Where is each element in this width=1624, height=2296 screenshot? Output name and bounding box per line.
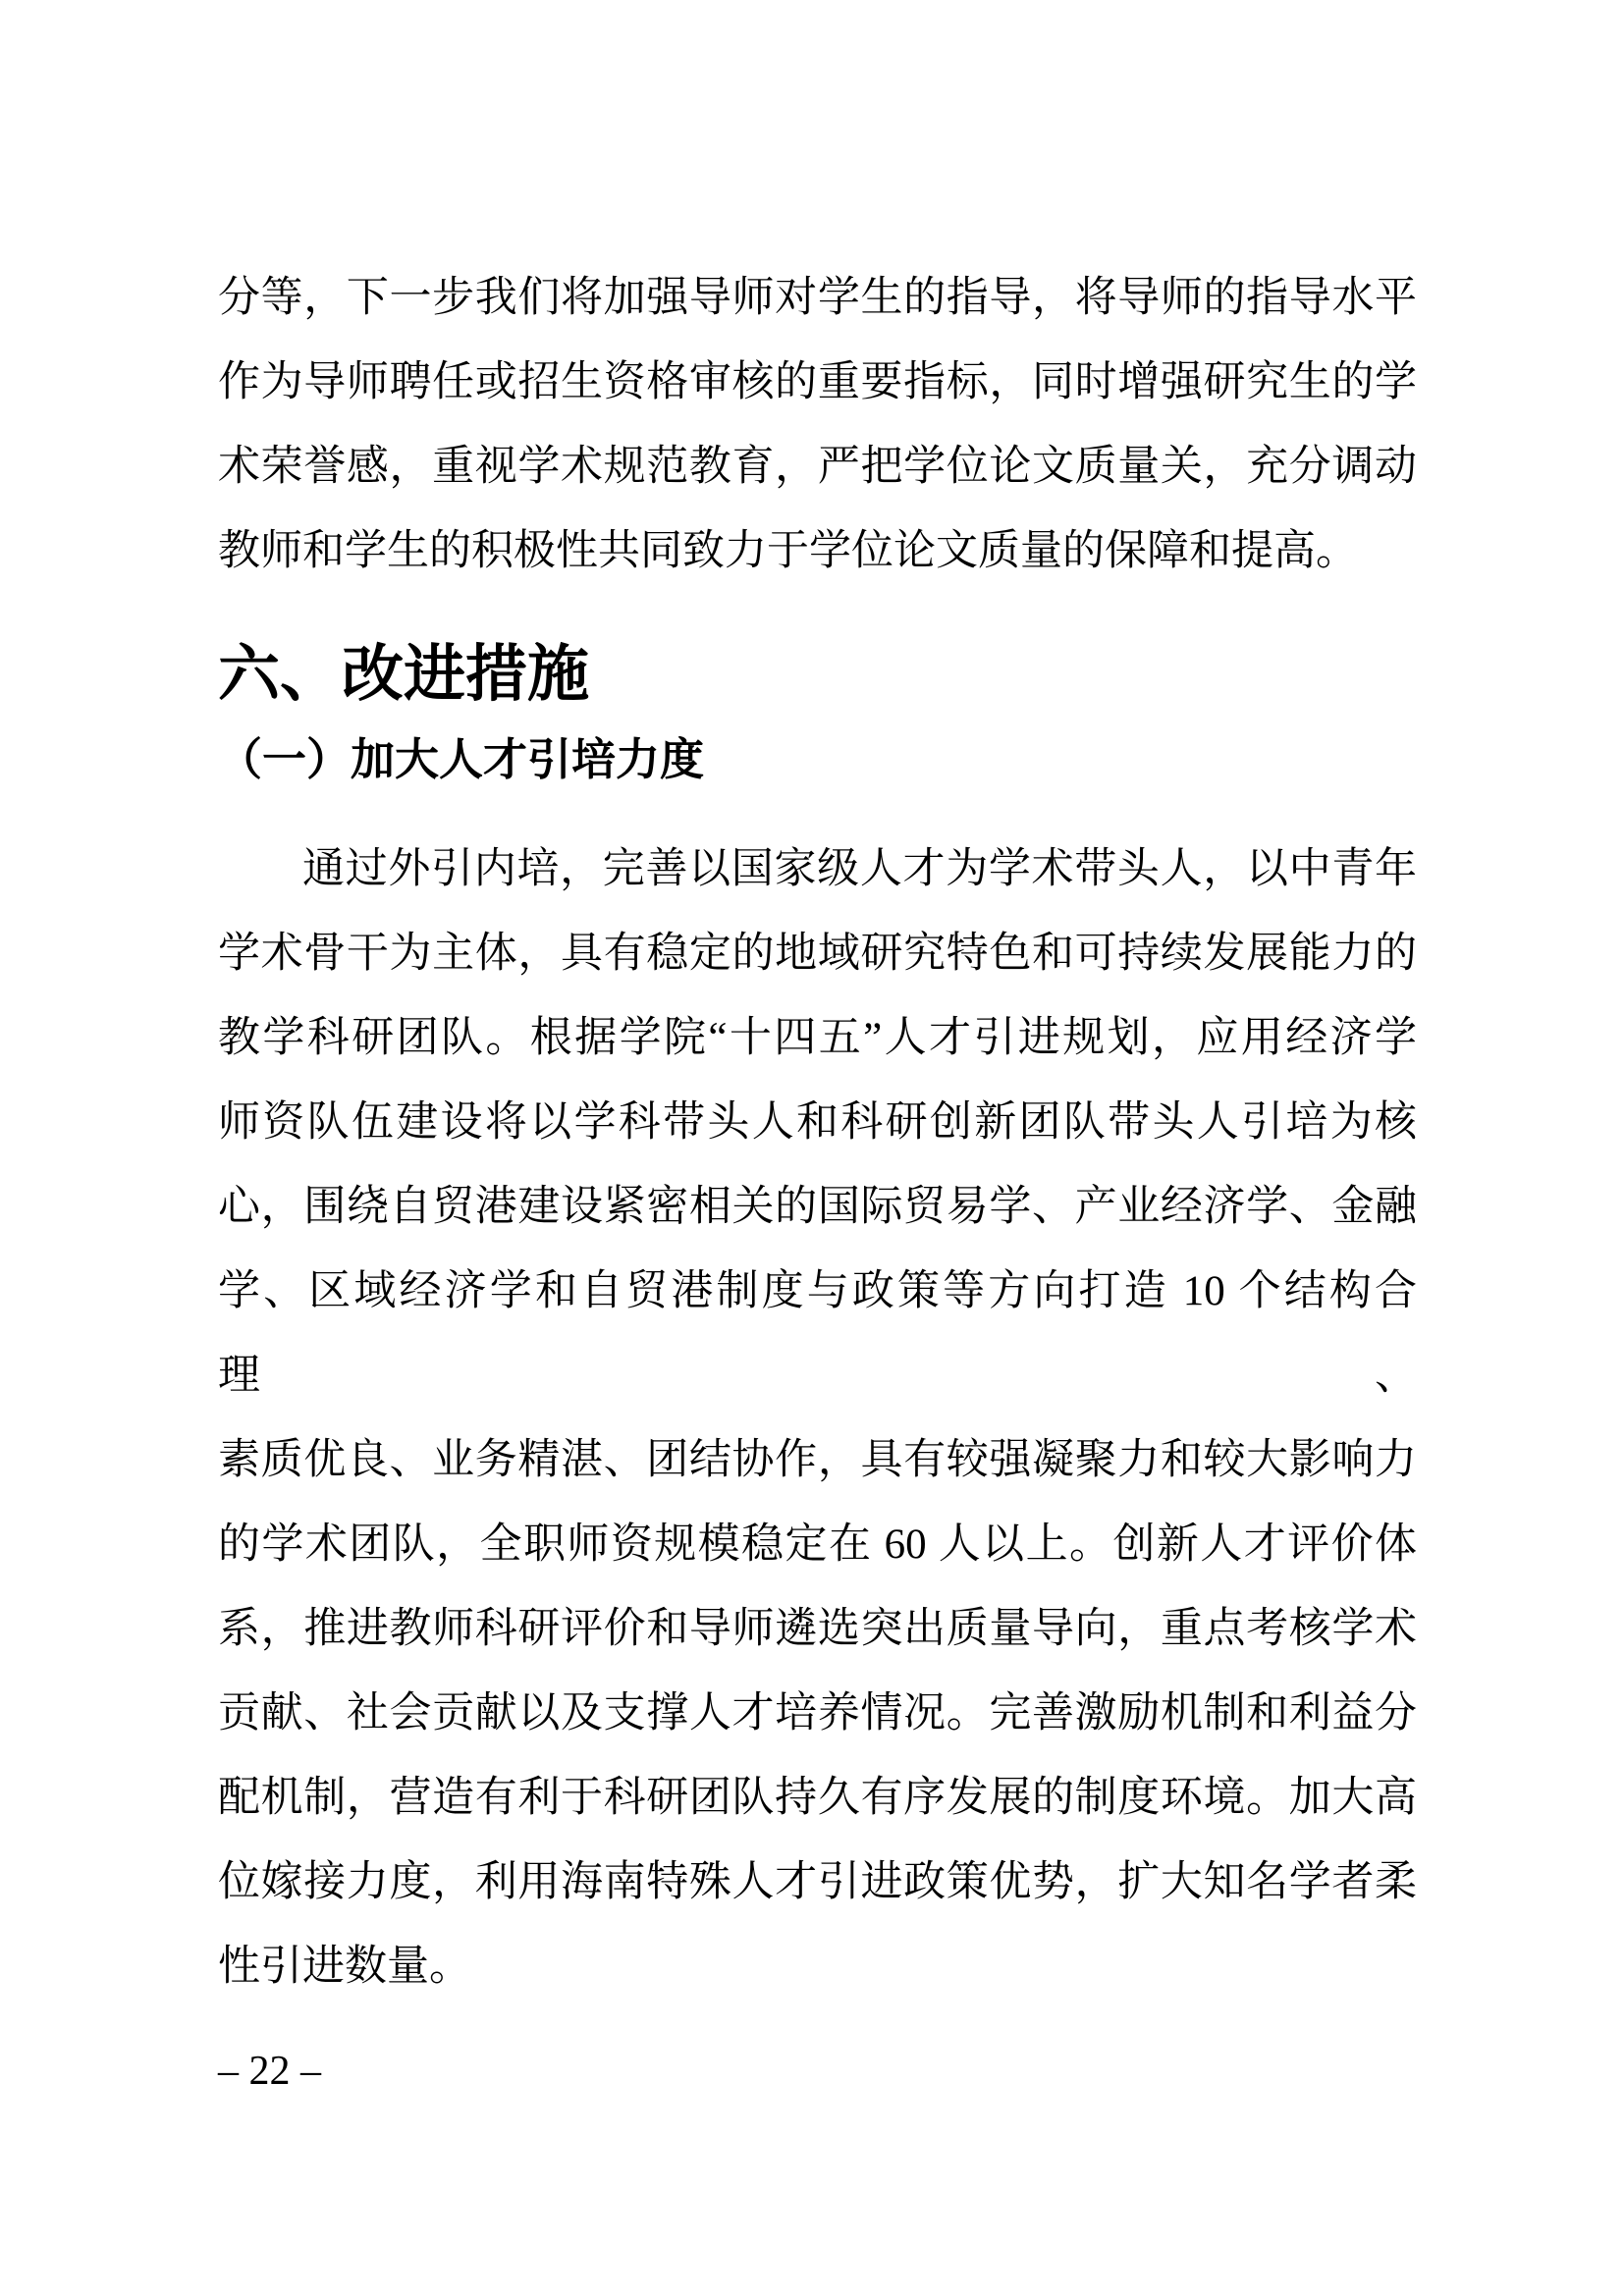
text-line: 素质优良、业务精湛、团结协作，具有较强凝聚力和较大影响力 <box>218 1437 1417 1483</box>
section-heading: 六、改进措施 <box>218 640 589 709</box>
text-line: 心，围绕自贸港建设紧密相关的国际贸易学、产业经济学、金融 <box>218 1184 1417 1230</box>
text-line: 分等，下一步我们将加强导师对学生的指导，将导师的指导水平 <box>218 275 1417 321</box>
subsection-heading: （一）加大人才引培力度 <box>218 735 705 784</box>
text-line: 教学科研团队。根据学院“十四五”人才引进规划，应用经济学 <box>218 1015 1417 1061</box>
text-line: 性引进数量。 <box>218 1944 471 1990</box>
text-line: 作为导师聘任或招生资格审核的重要指标，同时增强研究生的学 <box>218 359 1417 405</box>
text-line: 的学术团队，全职师资规模稳定在 60 人以上。创新人才评价体 <box>218 1522 1417 1568</box>
page-number: – 22 – <box>218 2049 321 2094</box>
text-line: 学、区域经济学和自贸港制度与政策等方向打造 10 个结构合理、 <box>218 1268 1417 1399</box>
text-line: 术荣誉感，重视学术规范教育，严把学位论文质量关，充分调动 <box>218 444 1417 490</box>
text-line: 教师和学生的积极性共同致力于学位论文质量的保障和提高。 <box>218 528 1358 574</box>
text-line: 学术骨干为主体，具有稳定的地域研究特色和可持续发展能力的 <box>218 931 1417 977</box>
text-line: 贡献、社会贡献以及支撑人才培养情况。完善激励机制和利益分 <box>218 1690 1417 1736</box>
text-line: 师资队伍建设将以学科带头人和科研创新团队带头人引培为核 <box>218 1099 1417 1146</box>
text-line: 通过外引内培，完善以国家级人才为学术带头人，以中青年 <box>302 846 1417 892</box>
text-line: 系，推进教师科研评价和导师遴选突出质量导向，重点考核学术 <box>218 1606 1417 1652</box>
paragraph-continuation <box>218 256 1417 594</box>
paragraph-body <box>218 828 1417 2009</box>
text-line: 位嫁接力度，利用海南特殊人才引进政策优势，扩大知名学者柔 <box>218 1859 1417 1905</box>
text-line: 配机制，营造有利于科研团队持久有序发展的制度环境。加大高 <box>218 1775 1417 1821</box>
